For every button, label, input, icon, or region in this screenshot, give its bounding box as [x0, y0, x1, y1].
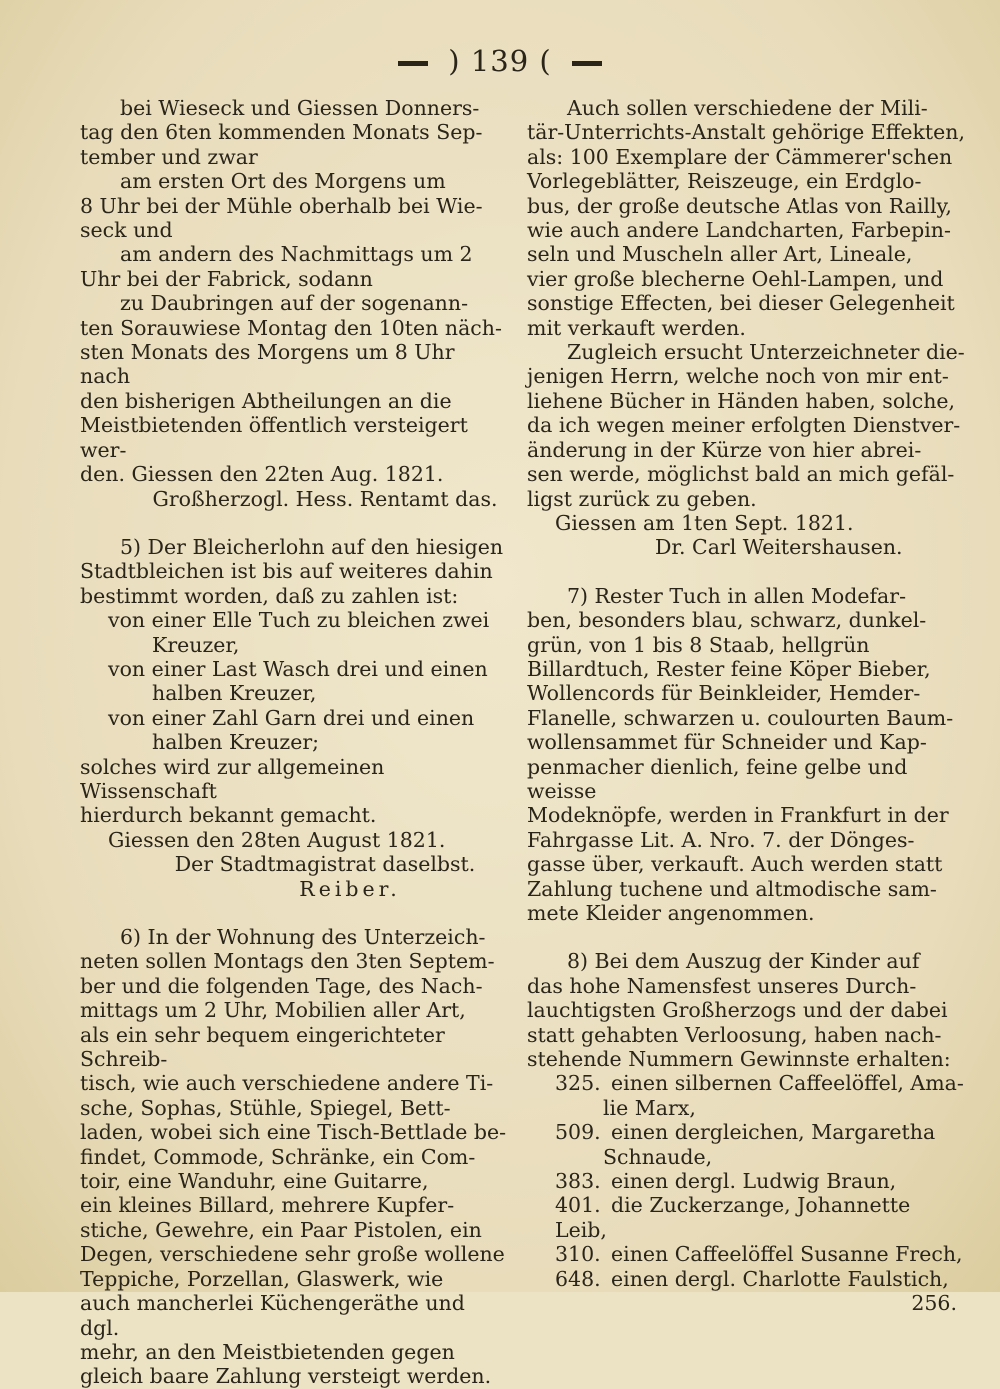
text-line: 7) Rester Tuch in allen Modefar-	[567, 583, 906, 608]
header-dash-left	[398, 61, 428, 66]
text-line: Zugleich ersucht Unterzeichneter die-	[567, 340, 965, 365]
text-line: findet, Commode, Schränke, ein Com-	[80, 1144, 476, 1169]
text-line: Uhr bei der Fabrick, sodann	[80, 266, 373, 291]
text-line: gasse über, verkauft. Auch werden statt	[527, 852, 943, 877]
list-item-cont: halben Kreuzer;	[152, 730, 320, 755]
winner-entry	[527, 1071, 965, 1120]
list-item: von einer Elle Tuch zu bleichen zwei	[108, 608, 490, 633]
text-line: Billardtuch, Rester feine Köper Bieber,	[527, 656, 931, 681]
text-line: den. Giessen den 22ten Aug. 1821.	[80, 462, 444, 487]
text-line: seck und	[80, 218, 173, 243]
text-line: auch mancherlei Küchengeräthe und dgl.	[80, 1291, 465, 1340]
notice-intro	[80, 96, 510, 169]
winner-entry	[527, 1120, 965, 1169]
page-number: ) 139 (	[448, 44, 552, 78]
text-line: grün, von 1 bis 8 Staab, hellgrün	[527, 632, 870, 657]
text-line: stiche, Gewehre, ein Paar Pistolen, ein	[80, 1217, 482, 1242]
text-line: sten Monats des Morgens um 8 Uhr nach	[80, 340, 455, 389]
text-line: penmacher dienlich, feine gelbe und weisse	[527, 754, 908, 803]
list-item-cont: halben Kreuzer,	[152, 681, 317, 706]
signature-reiber: Reiber.	[299, 876, 401, 901]
signature-rentamt: Großherzogl. Hess. Rentamt das.	[152, 486, 498, 511]
catchword: 256.	[911, 1291, 957, 1316]
text-line: bus, der große deutsche Atlas von Railly,	[527, 193, 952, 218]
text-line: als: 100 Exemplare der Cämmerer'schen	[527, 144, 953, 169]
list-item	[527, 1120, 965, 1144]
text-line: sen werde, möglichst bald an mich gefäl-	[527, 462, 955, 487]
winner-number: 383.	[555, 1169, 601, 1194]
text-line: am andern des Nachmittags um 2	[120, 242, 473, 267]
winner-entry	[527, 1169, 965, 1193]
text-line: wie auch andere Landcharten, Farbepin-	[527, 218, 951, 243]
list-item	[527, 1242, 965, 1266]
notice-5-date: Giessen den 28ten August 1821.	[108, 827, 446, 852]
text-line: 8) Bei dem Auszug der Kinder auf	[567, 949, 920, 974]
notice-7	[527, 584, 965, 926]
text-line: Vorlegeblätter, Reiszeuge, ein Erdglo-	[527, 169, 922, 194]
text-line: statt gehabten Verloosung, haben nach-	[527, 1022, 942, 1047]
text-line: am ersten Ort des Morgens um	[120, 169, 446, 194]
text-line: ten Sorauwiese Montag den 10ten näch-	[80, 315, 502, 340]
text-line: Auch sollen verschiedene der Mili-	[567, 96, 928, 120]
text-line: Meistbietenden öffentlich versteigert wer-	[80, 413, 468, 462]
winner-prize: die Zuckerzange, Johannette Leib,	[555, 1193, 911, 1242]
signature-stadtmagistrat: Der Stadtmagistrat daselbst.	[174, 852, 476, 877]
notice-6	[80, 925, 510, 1389]
text-line: Stadtbleichen ist bis auf weiteres dahin	[80, 559, 493, 584]
text-line: stehende Nummern Gewinnste erhalten:	[527, 1047, 951, 1072]
text-line: Wollencords für Beinkleider, Hemder-	[527, 681, 921, 706]
page-header	[0, 44, 1000, 84]
list-item	[527, 1169, 965, 1193]
list-item	[527, 1071, 965, 1095]
text-line: hierdurch bekannt gemacht.	[80, 803, 377, 828]
text-line: gleich baare Zahlung versteigt werden.	[80, 1364, 492, 1389]
location-third	[80, 291, 510, 486]
right-column	[527, 96, 965, 1316]
winner-prize: einen silbernen Caffeelöffel, Ama-	[611, 1071, 964, 1096]
text-line: mittags um 2 Uhr, Mobilien aller Art,	[80, 998, 466, 1023]
text-line: tember und zwar	[80, 144, 258, 169]
text-line: tag den 6ten kommenden Monats Sep-	[80, 120, 483, 145]
text-line: laden, wobei sich eine Tisch-Bettlade be-	[80, 1120, 507, 1145]
winner-prize-cont: lie Marx,	[603, 1095, 696, 1120]
winner-prize: einen dergl. Charlotte Faulstich,	[611, 1266, 949, 1291]
list-item	[527, 1267, 965, 1291]
text-line: als ein sehr bequem eingerichteter Schreib-	[80, 1022, 445, 1072]
text-line: tisch, wie auch verschiedene andere Ti-	[80, 1071, 494, 1096]
text-line: änderung in der Kürze von hier abrei-	[527, 437, 922, 462]
winner-number: 401.	[555, 1193, 601, 1218]
spacer	[80, 901, 510, 925]
left-column	[80, 96, 510, 1389]
winner-number: 509.	[555, 1120, 601, 1145]
text-line: 8 Uhr bei der Mühle oberhalb bei Wie-	[80, 193, 483, 218]
text-line: bestimmt worden, daß zu zahlen ist:	[80, 583, 459, 608]
notice-6-continued	[527, 96, 965, 340]
text-line: 5) Der Bleicherlohn auf den hiesigen	[120, 534, 504, 559]
text-line: lauchtigsten Großherzogs und der dabei	[527, 998, 948, 1023]
winner-number: 648.	[555, 1266, 601, 1291]
winner-entry	[527, 1242, 965, 1266]
text-line: jenigen Herrn, welche noch von mir ent-	[527, 364, 949, 389]
text-line: wollensammet für Schneider und Kap-	[527, 730, 927, 755]
text-line: vier große blecherne Oehl-Lampen, und	[527, 266, 944, 291]
text-line: ber und die folgenden Tage, des Nach-	[80, 973, 483, 998]
spacer	[527, 925, 965, 949]
winner-prize: einen dergleichen, Margaretha	[611, 1120, 936, 1145]
spacer	[80, 511, 510, 535]
text-line: Modeknöpfe, werden in Frankfurt in der	[527, 803, 949, 828]
text-line: neten sollen Montags den 3ten Septem-	[80, 949, 495, 974]
text-line: da ich wegen meiner erfolgten Dienstver-	[527, 413, 961, 438]
text-line: Zahlung tuchene und altmodische sam-	[527, 876, 937, 901]
list-item	[527, 1193, 965, 1242]
text-line: das hohe Namensfest unseres Durch-	[527, 973, 917, 998]
text-line: zu Daubringen auf der sogenann-	[120, 291, 469, 316]
winner-entry	[527, 1193, 965, 1242]
text-line: 6) In der Wohnung des Unterzeich-	[120, 925, 486, 949]
list-item: von einer Zahl Garn drei und einen	[108, 705, 475, 730]
text-line: Fahrgasse Lit. A. Nro. 7. der Dönges-	[527, 827, 915, 852]
winner-entry	[527, 1267, 965, 1291]
winner-number: 325.	[555, 1071, 601, 1096]
text-line: mit verkauft werden.	[527, 315, 746, 340]
location-second	[80, 242, 510, 291]
notice-5	[80, 535, 510, 901]
list-item: von einer Last Wasch drei und einen	[108, 656, 488, 681]
winner-prize-cont: Schnaude,	[603, 1144, 713, 1169]
text-line: liehene Bücher in Händen haben, solche,	[527, 388, 956, 413]
list-item-cont: Kreuzer,	[152, 632, 240, 657]
text-line: sonstige Effecten, bei dieser Gelegenheit	[527, 291, 955, 316]
text-line: Teppiche, Porzellan, Glaswerk, wie	[80, 1266, 444, 1291]
notice-6-date: Giessen am 1ten Sept. 1821.	[555, 510, 854, 535]
winner-number: 310.	[555, 1242, 601, 1267]
text-line: bei Wieseck und Giessen Donners-	[120, 96, 480, 120]
text-line: ben, besonders blau, schwarz, dunkel-	[527, 608, 927, 633]
text-line: solches wird zur allgemeinen Wissenschaft	[80, 754, 385, 803]
text-line: ein kleines Billard, mehrere Kupfer-	[80, 1193, 455, 1218]
text-line: mehr, an den Meistbietenden gegen	[80, 1339, 455, 1364]
text-line: sche, Sophas, Stühle, Spiegel, Bett-	[80, 1095, 451, 1120]
text-line: den bisherigen Abtheilungen an die	[80, 388, 452, 413]
text-line: Flanelle, schwarzen u. coulourten Baum-	[527, 705, 954, 730]
text-line: toir, eine Wanduhr, eine Guitarre,	[80, 1169, 429, 1194]
notice-6-request	[527, 340, 965, 560]
text-line: ligst zurück zu geben.	[527, 486, 757, 511]
header-dash-right	[572, 61, 602, 66]
text-line: mete Kleider angenommen.	[527, 901, 815, 925]
winner-prize: einen dergl. Ludwig Braun,	[611, 1169, 897, 1194]
text-line: seln und Muscheln aller Art, Lineale,	[527, 242, 913, 267]
location-first	[80, 169, 510, 242]
text-line: Degen, verschiedene sehr große wollene	[80, 1242, 505, 1267]
signature-weitershausen: Dr. Carl Weitershausen.	[655, 535, 903, 560]
notice-8	[527, 949, 965, 1315]
text-line: tär-Unterrichts-Anstalt gehörige Effekten,	[527, 120, 965, 145]
spacer	[527, 560, 965, 584]
winner-prize: einen Caffeelöffel Susanne Frech,	[611, 1242, 963, 1267]
